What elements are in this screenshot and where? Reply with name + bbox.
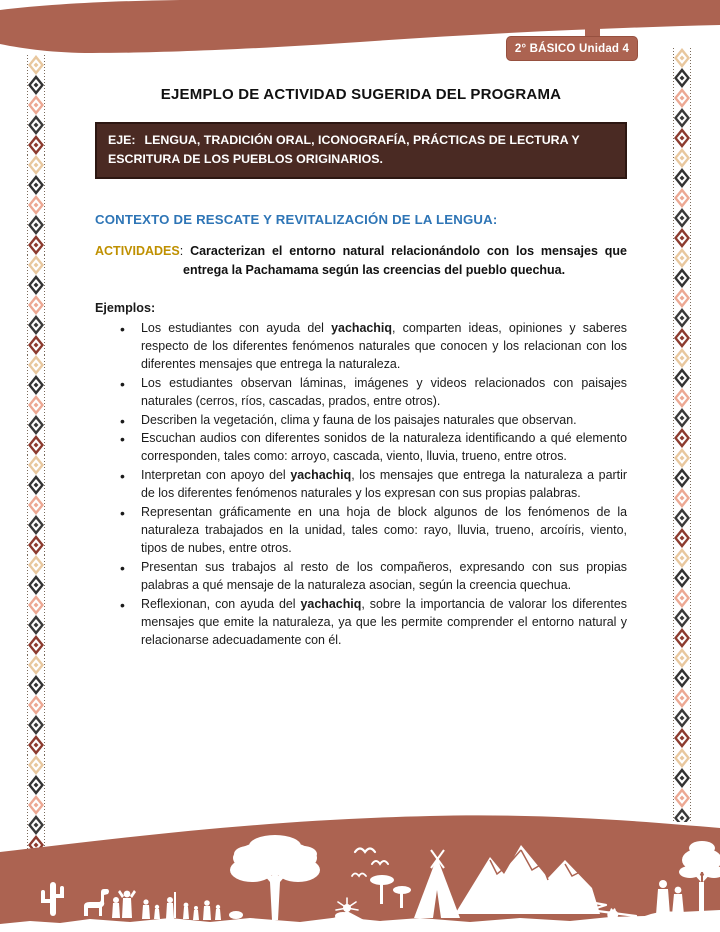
contexto-heading: CONTEXTO DE RESCATE Y REVITALIZACIÓN DE LA LENGUA: — [95, 212, 498, 228]
eje-label: EJE: — [108, 133, 136, 147]
weave-border-right-icon — [673, 48, 691, 822]
list-item: • Los estudiantes con ayuda del yachachiq, comparten ideas, opiniones y saberes respecto de los diferentes fenómenos naturales que conocen y los relacionan con los diferentes mensajes que entrega la naturaleza. — [95, 320, 627, 374]
list-item: • Presentan sus trabajos al resto de los compañeros, expresando con sus propias palabras a qué mensaje de la naturaleza asocian, según la creencia quechua. — [95, 559, 627, 595]
examples-list — [95, 320, 627, 650]
actividades-paragraph — [95, 242, 627, 280]
content-column — [95, 86, 627, 650]
eje-text: LENGUA, TRADICIÓN ORAL, ICONOGRAFÍA, PRÁCTICAS DE LECTURA Y ESCRITURA DE LOS PUEBLOS ORIGINARIOS. — [108, 133, 580, 167]
ejemplos-heading: Ejemplos: — [95, 300, 156, 315]
page-title: EJEMPLO DE ACTIVIDAD SUGERIDA DEL PROGRAMA — [160, 86, 562, 103]
weave-border-left-icon — [27, 55, 45, 850]
actividades-separator: : — [179, 244, 191, 259]
actividades-text: Caracterizan el entorno natural relacionándolo con los mensajes que entrega la Pachamama según las creencias del pueblo quechua. — [183, 244, 627, 278]
eje-box — [95, 122, 627, 179]
unit-badge — [506, 36, 638, 61]
list-item: • Describen la vegetación, clima y fauna de los paisajes naturales que observan. — [95, 412, 627, 430]
unit-badge-label: 2° BÁSICO Unidad 4 — [514, 42, 630, 55]
list-item: • Interpretan con apoyo del yachachiq, los mensajes que entrega la naturaleza a partir de los diferentes fenómenos naturales y los expresan con sus propias palabras. — [95, 467, 627, 503]
list-item: • Representan gráficamente en una hoja de block algunos de los fenómenos de la naturaleza trabajados en la unidad, tales como: rayo, lluvia, trueno, arcoíris, viento, tipos de nubes, entre otros. — [95, 504, 627, 558]
footer-landscape-illustration — [0, 812, 720, 932]
actividades-label: ACTIVIDADES — [95, 244, 180, 259]
list-item: • Escuchan audios con diferentes sonidos de la naturaleza identificando a qué elemento corresponden, tales como: arroyo, cascada, viento, lluvia, trueno, entre otros. — [95, 430, 627, 466]
list-item: • Los estudiantes observan láminas, imágenes y videos relacionados con paisajes naturales (cerros, ríos, cascadas, prados, entre otros). — [95, 375, 627, 411]
list-item: • Reflexionan, con ayuda del yachachiq, sobre la importancia de valorar los diferentes mensajes que emite la naturaleza, ya que les permite comprender el entorno natural y relacionarse adecuadamente con él. — [95, 596, 627, 650]
